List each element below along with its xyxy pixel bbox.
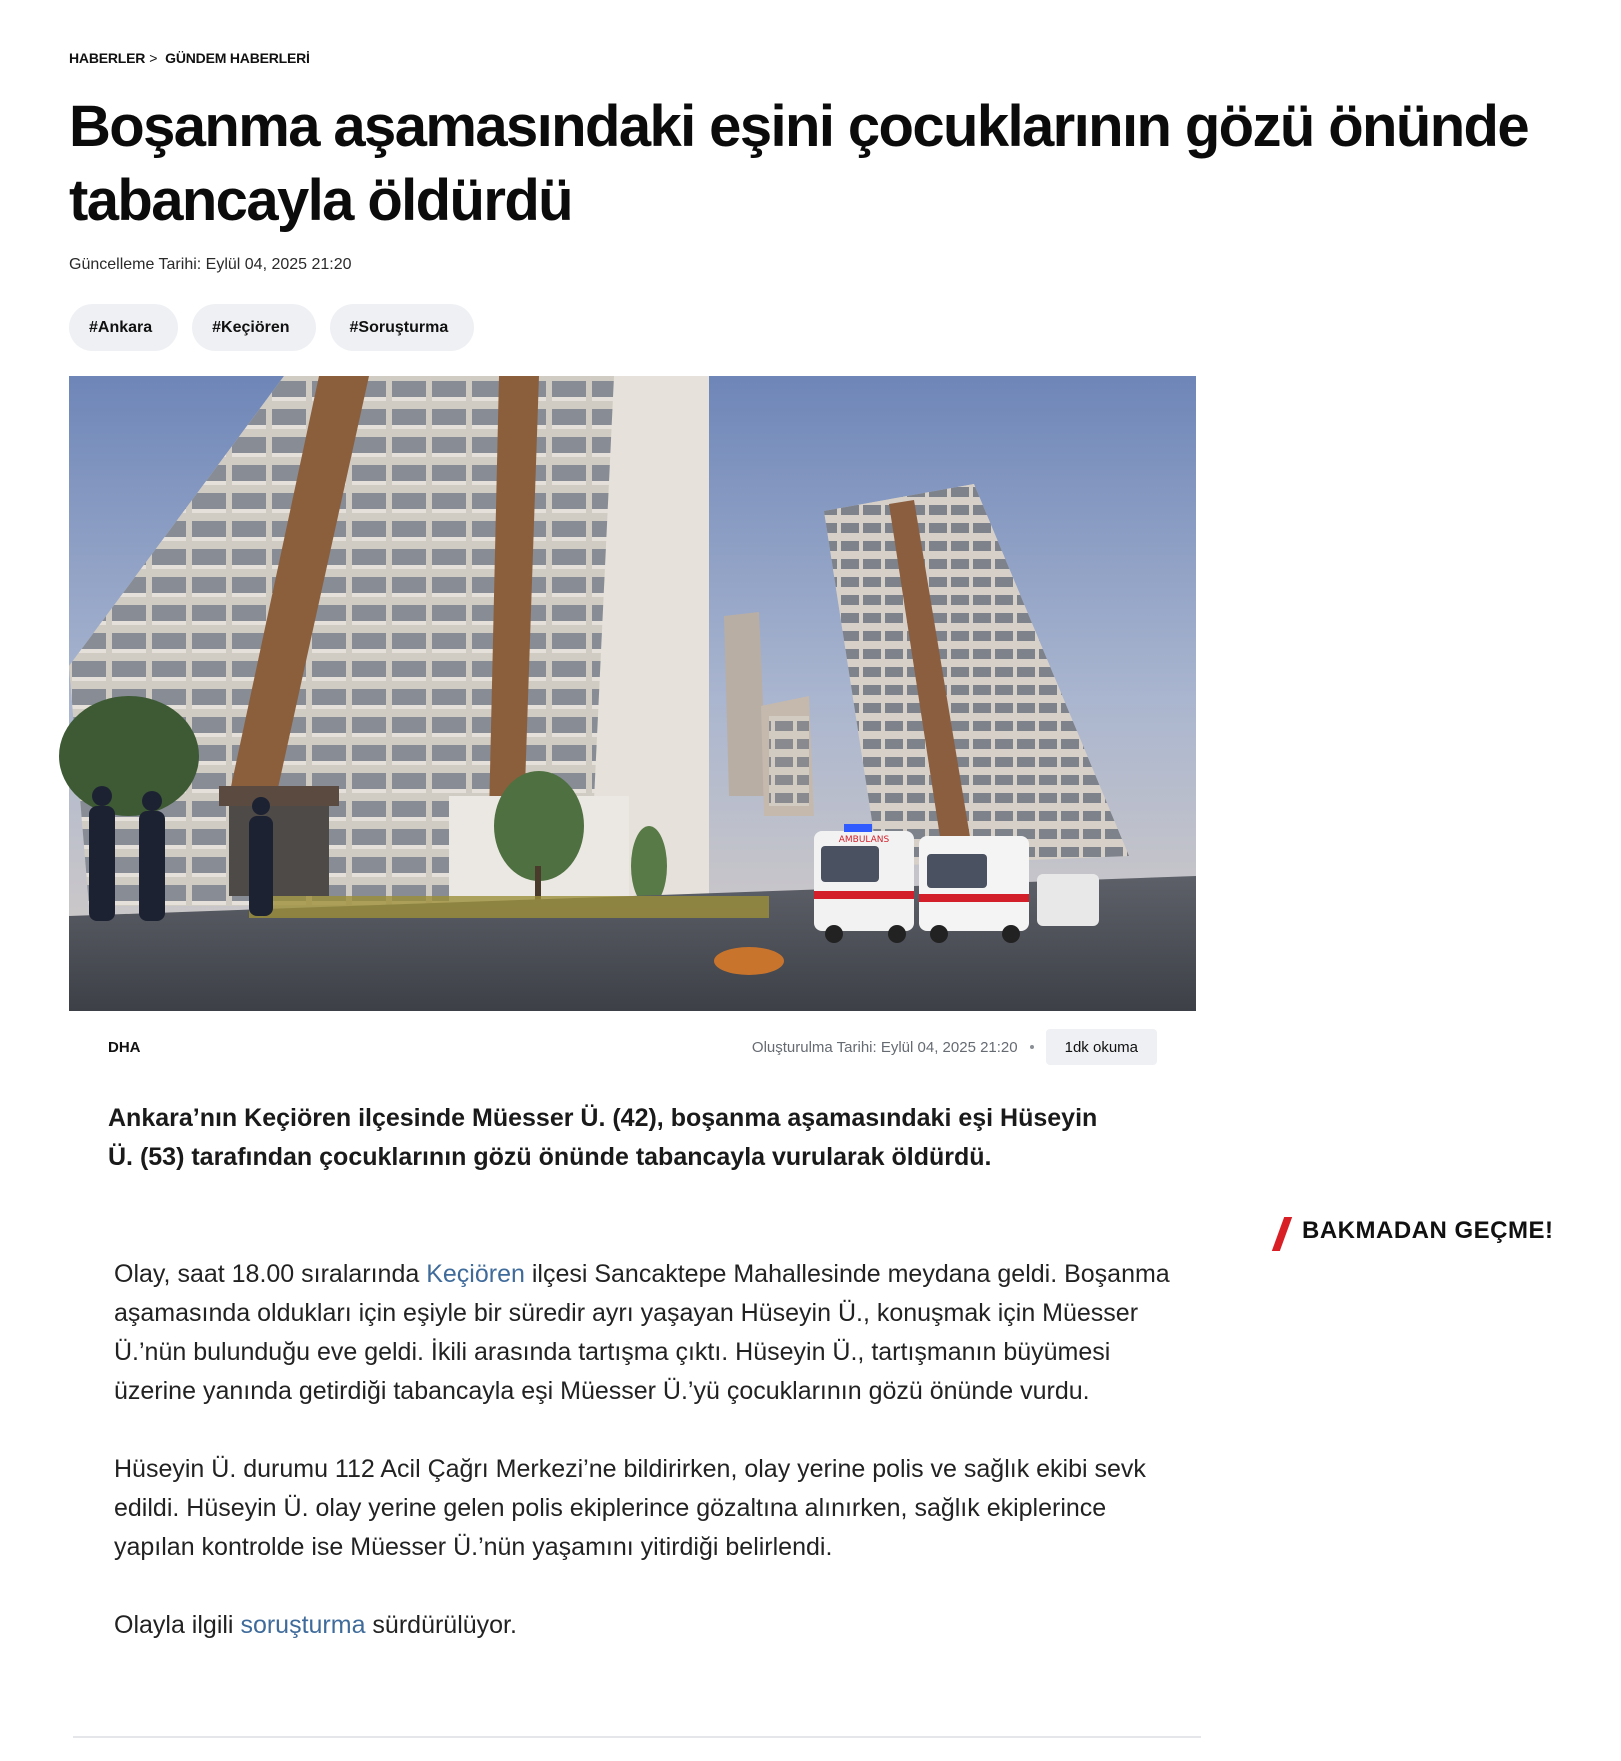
article-lead: Ankara’nın Keçiören ilçesinde Müesser Ü. (42), boşanma aşamasındaki eşi Hüseyin Ü. (53) tarafından çocuklarının gözü önünde tabancayla vurularak öldürdü. [108,1104,1098,1171]
kecioren-link[interactable]: Keçiören [426,1260,525,1288]
tag-sorusturma[interactable]: #Soruşturma [330,304,475,351]
ambulance-label: AMBULANS [838,835,890,845]
accent-slash-icon [1272,1217,1292,1251]
article-meta [108,1029,1157,1065]
tag-list [69,304,474,351]
body-paragraph-2: Hüseyin Ü. durumu 112 Acil Çağrı Merkezi’ne bildirirken, olay yerine polis ve sağlık ekibi sevk edildi. Hüseyin Ü. olay yerine gelen polis ekiplerince gözaltına alınırken, sağlık ekiplerince yapılan kontrolde ise Müesser Ü.’nün yaşamını yitirdiği belirlendi. [114,1455,1146,1561]
side-widget-heading [1278,1208,1558,1244]
created-date: Oluşturulma Tarihi: Eylül 04, 2025 21:20 [751,1038,1018,1056]
breadcrumb-category-link[interactable]: GÜNDEM HABERLERİ [165,50,310,66]
body-paragraph-3 [114,1606,1174,1645]
source-label: DHA [108,1038,141,1056]
article-hero-image [69,376,1196,1011]
side-widget-title: BAKMADAN GEÇME! [1302,1217,1554,1244]
p1-text-after: ilçesi Sancaktepe Mahallesinde meydana geldi. Boşanma aşamasında oldukları için eşiyle bir süredir ayrı yaşayan Hüseyin Ü., konuşmak için Müesser Ü.’nün bulunduğu eve geldi. İkili arasında tartışma çıktı. Hüseyin Ü., tartışmanın büyümesi üzerine yanında getirdiği tabancayla eşi Müesser Ü.’yü çocuklarının gözü önünde vurdu. [114,1260,1170,1405]
body-paragraph-1 [114,1255,1174,1411]
tag-ankara[interactable]: #Ankara [69,304,178,351]
breadcrumb [69,49,310,67]
ambulance-shape [814,824,914,943]
article-title: Boşanma aşamasındaki eşini çocuklarının gözü önünde tabancayla öldürdü [69,94,1529,233]
article-body [114,1255,1174,1684]
p3-text-before: Olayla ilgili [114,1611,241,1639]
breadcrumb-separator: > [149,50,158,66]
ambulance-shape-2 [919,836,1029,943]
breadcrumb-home-link[interactable]: HABERLER [69,50,146,66]
sorusturma-link[interactable]: soruşturma [240,1611,366,1639]
update-date: Güncelleme Tarihi: Eylül 04, 2025 21:20 [69,256,352,273]
p1-text-before: Olay, saat 18.00 sıralarında [114,1260,427,1288]
meta-dot-separator [1030,1045,1034,1049]
tag-kecioren[interactable]: #Keçiören [192,304,315,351]
divider [73,1736,1201,1738]
meta-right [752,1029,1157,1065]
p3-text-after: sürdürülüyor. [365,1611,517,1639]
read-time-badge: 1dk okuma [1046,1029,1157,1065]
